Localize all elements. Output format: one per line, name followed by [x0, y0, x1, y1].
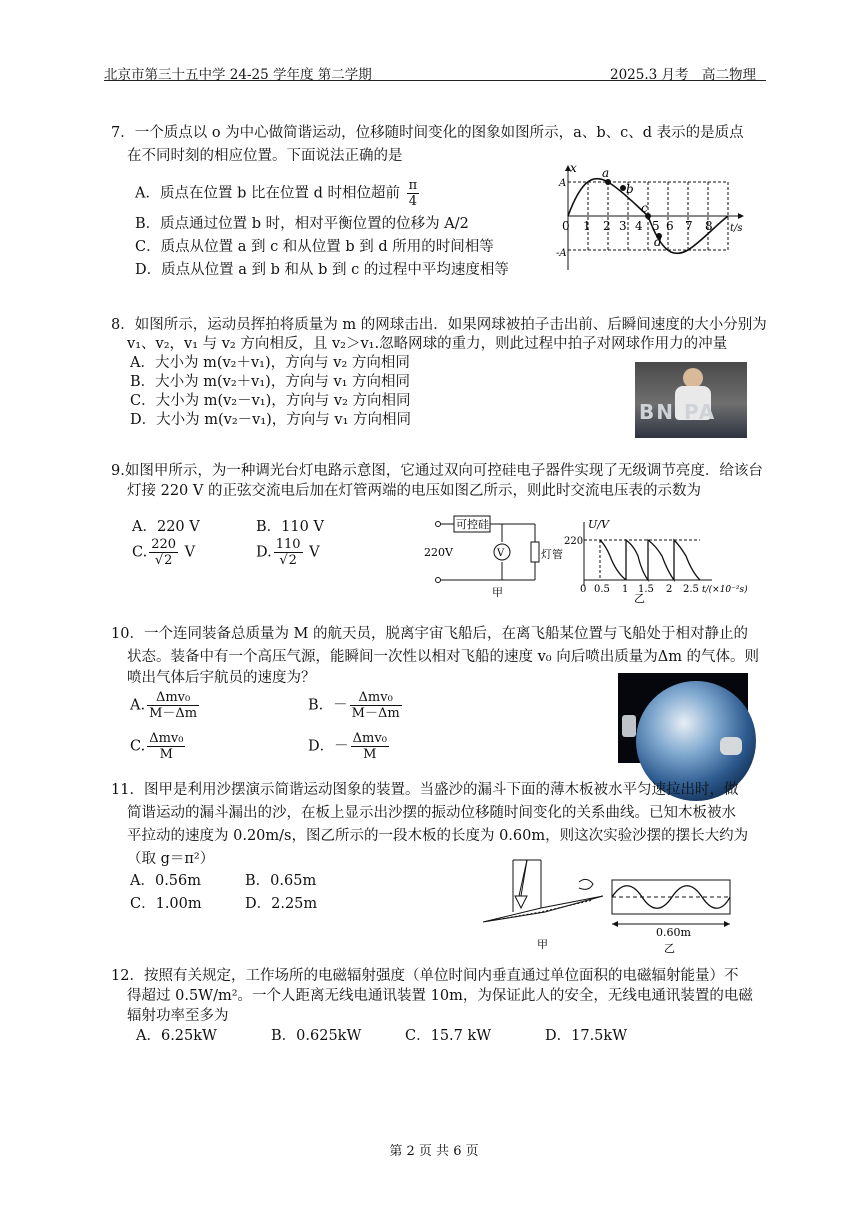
q9-d-unit: V — [309, 544, 320, 561]
q7-graph-t-label: t/s — [730, 223, 743, 234]
q9-option-d-label: D. — [256, 544, 272, 561]
sand-trace-board — [608, 876, 736, 956]
q10-a-label: A. — [130, 697, 146, 714]
q9-option-c — [132, 537, 195, 568]
q7-stem-line1: 7．一个质点以 o 为中心做简谐运动，位移随时间变化的图象如图所示，a、b、c、d 表示的是质点 — [111, 125, 744, 141]
q9-option-c-fraction — [149, 537, 178, 568]
wave-tick-05: 0.5 — [594, 584, 610, 595]
wave-tick-15: 1.5 — [638, 584, 654, 595]
q11-stem-line3: 平拉动的速度为 0.20m/s，图乙所示的一段木板的长度为 0.60m，则这次实验沙摆的摆长大约为 — [127, 828, 749, 844]
q7-tick-5: 5 — [652, 219, 660, 233]
q10-b-den: M－Δm — [351, 706, 400, 721]
q7-option-d: D．质点从位置 a 到 b 和从 b 到 c 的过程中平均速度相等 — [135, 262, 509, 278]
q10-c-fraction — [147, 731, 185, 762]
q10-option-b — [308, 690, 404, 721]
spacecraft-icon — [720, 737, 742, 755]
q10-c-num: Δmv₀ — [149, 731, 184, 746]
q7-tick-0: 0 — [562, 219, 570, 233]
q8-stem-line1: 8．如图所示，运动员挥拍将质量为 m 的网球击出．如果网球被拍子击出前、后瞬间速度的大小分别为 — [111, 317, 767, 333]
q7-tick-2: 2 — [603, 219, 611, 233]
q7-option-a-text: A．质点在位置 b 比在位置 d 时相位超前 — [135, 185, 400, 202]
q10-option-c — [130, 731, 187, 762]
q12-option-d: D．17.5kW — [545, 1028, 628, 1044]
board-caption: 乙 — [664, 942, 675, 955]
q9-stem-line1: 9.如图甲所示，为一种调光台灯电路示意图，它通过双向可控硅电子器件实现了无级调节亮度．给该台 — [111, 463, 763, 479]
q9-option-b: B．110 V — [256, 519, 324, 535]
wave-tick-1: 1 — [622, 584, 629, 595]
q7-stem-line2: 在不同时刻的相应位置。下面说法正确的是 — [127, 148, 403, 164]
wave-tick-0: 0 — [580, 584, 587, 595]
q7-tick-1: 1 — [583, 219, 591, 233]
q9-circuit-diagram — [420, 512, 563, 600]
q7-tick-6: 6 — [666, 219, 674, 233]
q9-option-d-fraction — [274, 537, 303, 568]
q9-c-unit: V — [184, 544, 196, 561]
header-exam: 2025.3 月考 高二物理 — [610, 67, 757, 83]
q11-stem-line4: （取 g＝π²） — [127, 851, 215, 867]
q10-stem-line3: 喷出气体后宇航员的速度为？ — [127, 670, 316, 686]
q10-b-fraction — [350, 690, 402, 721]
q7-tick-8: 8 — [705, 219, 713, 233]
q10-d-den: M — [363, 747, 377, 762]
q7-option-a — [135, 178, 421, 209]
q7-option-c: C．质点从位置 a 到 c 和从位置 b 到 d 所用的时间相等 — [135, 239, 494, 255]
q7-displacement-graph — [555, 160, 755, 280]
board-length-label: 0.60m — [656, 926, 691, 939]
astronaut-icon — [622, 715, 636, 737]
q8-option-d: D．大小为 m(v₂－v₁)，方向与 v₁ 方向相同 — [130, 412, 412, 428]
wave-tick-2: 2 — [666, 584, 673, 595]
q7-option-b: B．质点通过位置 b 时，相对平衡位置的位移为 A/2 — [135, 216, 469, 232]
tennis-player-photo — [635, 362, 747, 438]
q7-point-a: a — [602, 166, 610, 180]
q9-d-sqrt: 2 — [288, 553, 297, 568]
header-school: 北京市第三十五中学 24-25 学年度 第二学期 — [104, 67, 372, 83]
q10-c-den: M — [159, 747, 173, 762]
q7-point-c: c — [641, 201, 648, 215]
q7-graph-x-label: x — [570, 161, 577, 175]
apparatus-caption: 甲 — [537, 938, 548, 951]
q7-graph-negA-label: -A — [556, 248, 567, 259]
q10-d-fraction — [351, 731, 389, 762]
q7-option-a-fraction — [407, 178, 420, 209]
q10-a-den: M－Δm — [149, 706, 198, 721]
q9-c-den: √2 — [154, 553, 173, 568]
q12-stem-line3: 辐射功率至多为 — [127, 1008, 229, 1024]
q7-tick-3: 3 — [619, 219, 627, 233]
circuit-caption: 甲 — [492, 586, 503, 599]
q7-tick-7: 7 — [685, 219, 693, 233]
sand-pendulum-apparatus — [475, 852, 605, 952]
q11-option-c: C．1.00m — [130, 896, 202, 912]
q10-stem-line1: 10．一个连同装备总质量为 M 的航天员，脱离宇宙飞船后，在离飞船某位置与飞船处于相对静止的 — [111, 626, 749, 642]
q7-point-b: b — [626, 182, 634, 196]
q10-b-num: Δmv₀ — [350, 690, 402, 706]
q8-stem-line2: v₁、v₂，v₁ 与 v₂ 方向相反，且 v₂＞v₁.忽略网球的重力，则此过程中拍子对网球作用力的冲量 — [127, 336, 728, 352]
q9-d-num: 110 — [275, 537, 301, 552]
q12-stem-line1: 12．按照有关规定，工作场所的电磁辐射强度（单位时间内垂直通过单位面积的电磁辐射能量）不 — [111, 968, 739, 984]
circuit-source-label: 220V — [424, 546, 453, 559]
q12-option-c: C．15.7 kW — [405, 1028, 492, 1044]
q10-a-num: Δmv₀ — [147, 690, 199, 706]
header-divider — [104, 80, 766, 81]
q7-point-d: d — [654, 235, 662, 249]
q10-a-fraction — [147, 690, 199, 721]
q10-c-label: C. — [130, 738, 146, 755]
q8-option-b: B．大小为 m(v₂＋v₁)，方向与 v₁ 方向相同 — [130, 374, 411, 390]
q10-option-a — [130, 690, 201, 721]
wave-y-label: U/V — [588, 518, 609, 531]
q9-option-c-label: C. — [132, 544, 148, 561]
q10-stem-line2: 状态。装备中有一个高压气源，能瞬间一次性以相对飞船的速度 v₀ 向后喷出质量为Δm 的气体。则 — [127, 649, 760, 665]
q12-option-a: A．6.25kW — [136, 1028, 217, 1044]
wave-y-value: 220 — [564, 536, 584, 547]
q12-stem-line2: 得超过 0.5W/m²。一个人距离无线电通讯装置 10m，为保证此人的安全，无线电通讯装置的电磁 — [127, 988, 753, 1004]
circuit-lamp-label: 灯管 — [541, 548, 563, 561]
photo-banner-text: BN PA — [639, 400, 717, 424]
q11-stem-line2: 简谐运动的漏斗漏出的沙，在板上显示出沙摆的振动位移随时间变化的关系曲线。已知木板被水 — [127, 805, 736, 821]
astronaut-earth-photo — [618, 673, 748, 763]
q7-graph-A-label: A — [559, 178, 567, 189]
q11-option-d: D．2.25m — [245, 896, 318, 912]
q9-option-a: A．220 V — [132, 519, 200, 535]
q9-option-d — [256, 537, 320, 568]
circuit-scr-label: 可控硅 — [456, 518, 489, 531]
circuit-voltmeter-label: V — [497, 548, 505, 559]
q11-option-a: A．0.56m — [130, 873, 202, 889]
q9-d-den: √2 — [279, 553, 297, 568]
q7-tick-4: 4 — [635, 219, 643, 233]
q11-option-b: B．0.65m — [245, 873, 317, 889]
player-head-icon — [683, 368, 703, 388]
q11-stem-line1: 11．图甲是利用沙摆演示简谐运动图象的装置。当盛沙的漏斗下面的薄木板被水平匀速拉出时，做 — [111, 782, 739, 798]
q7-frac-den: 4 — [408, 194, 417, 209]
q10-d-label: D．－ — [308, 738, 349, 755]
q8-option-a: A．大小为 m(v₂＋v₁)，方向与 v₂ 方向相同 — [130, 355, 410, 371]
q8-option-c: C．大小为 m(v₂－v₁)，方向与 v₂ 方向相同 — [130, 393, 411, 409]
q9-voltage-waveform — [562, 516, 752, 605]
wave-tick-25: 2.5 — [683, 584, 699, 595]
wave-x-label: t/(×10⁻²s) — [702, 585, 748, 595]
q9-c-sqrt: 2 — [164, 553, 173, 568]
q10-d-num: Δmv₀ — [352, 731, 387, 746]
page-number: 第 2 页 共 6 页 — [389, 1144, 479, 1159]
q10-option-d — [308, 731, 391, 762]
q9-stem-line2: 灯接 220 V 的正弦交流电后加在灯管两端的电压如图乙所示，则此时交流电压表的示数为 — [127, 483, 701, 499]
q9-c-num: 220 — [151, 537, 177, 552]
wave-caption: 乙 — [634, 592, 645, 605]
q10-b-label: B．－ — [308, 697, 348, 714]
q7-frac-num: π — [408, 178, 418, 193]
q12-option-b: B．0.625kW — [271, 1028, 362, 1044]
